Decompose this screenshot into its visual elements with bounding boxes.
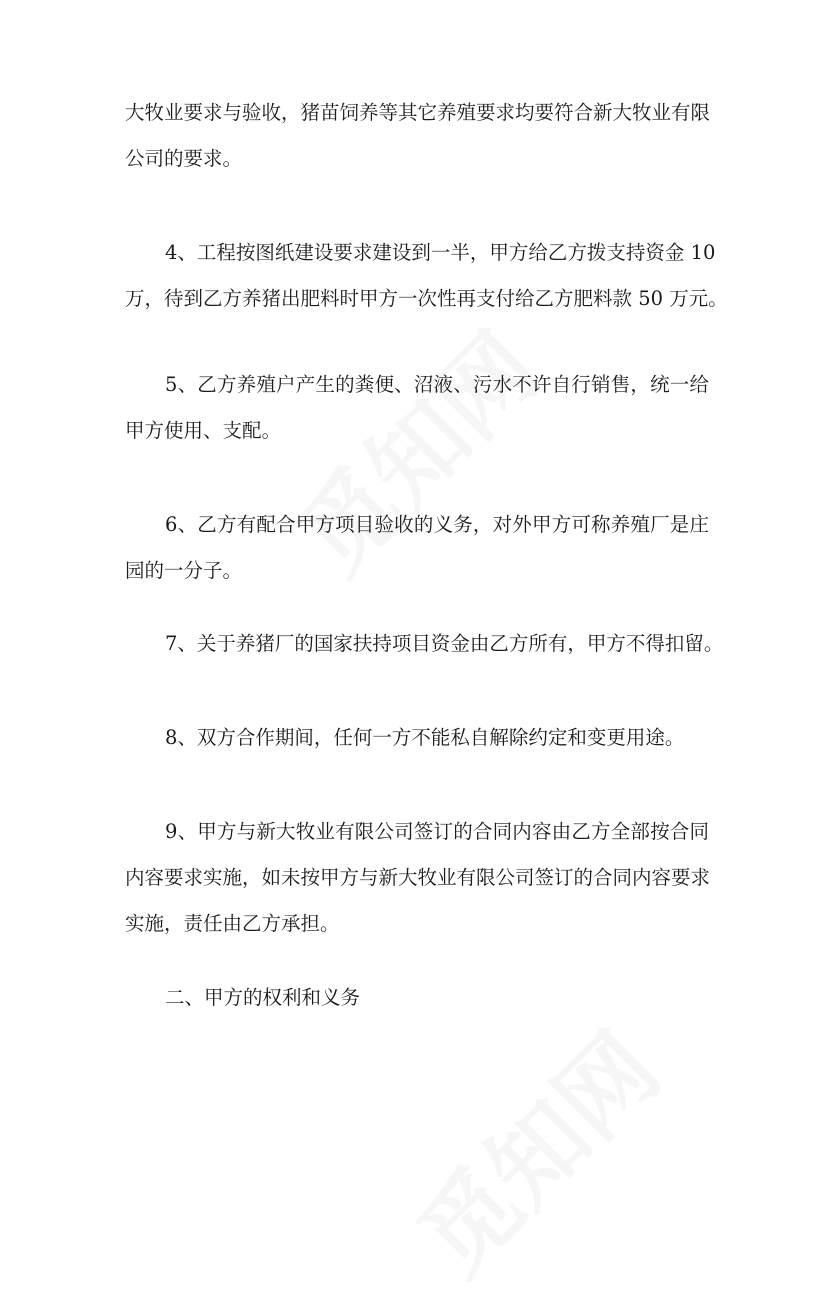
text-line: 8、双方合作期间，任何一方不能私自解除约定和变更用途。 [165, 726, 685, 749]
paragraph-continued [125, 90, 709, 182]
text-line: 大牧业要求与验收，猪苗饲养等其它养殖要求均要符合新大牧业有限 [125, 101, 711, 124]
paragraph-item-8 [125, 715, 709, 761]
text-line: 园的一分子。 [125, 559, 243, 582]
text-line: 万，待到乙方养猪出肥料时甲方一次性再支付给乙方肥料款 50 万元。 [125, 287, 728, 310]
text-line: 实施，责任由乙方承担。 [125, 912, 340, 935]
text-line: 7、关于养猪厂的国家扶持项目资金由乙方所有，甲方不得扣留。 [165, 632, 724, 655]
text-line: 5、乙方养殖户产生的粪便、沼液、污水不许自行销售，统一给 [165, 373, 709, 396]
text-line: 4、工程按图纸建设要求建设到一半，甲方给乙方拨支持资金 10 [165, 241, 716, 264]
text-line: 甲方使用、支配。 [125, 419, 282, 442]
section-heading [125, 975, 709, 1021]
paragraph-item-6 [125, 502, 709, 594]
text-line: 9、甲方与新大牧业有限公司签订的合同内容由乙方全部按合同 [165, 820, 709, 843]
watermark [384, 998, 685, 1299]
paragraph-item-9 [125, 809, 709, 947]
paragraph-item-4 [125, 230, 728, 322]
paragraph-item-7 [125, 621, 724, 667]
text-line: 内容要求实施，如未按甲方与新大牧业有限公司签订的合同内容要求 [125, 866, 711, 889]
text-line: 公司的要求。 [125, 147, 243, 170]
heading-text: 二、甲方的权利和义务 [165, 986, 361, 1009]
paragraph-item-5 [125, 362, 709, 454]
text-line: 6、乙方有配合甲方项目验收的义务，对外甲方可称养殖厂是庄 [165, 513, 709, 536]
